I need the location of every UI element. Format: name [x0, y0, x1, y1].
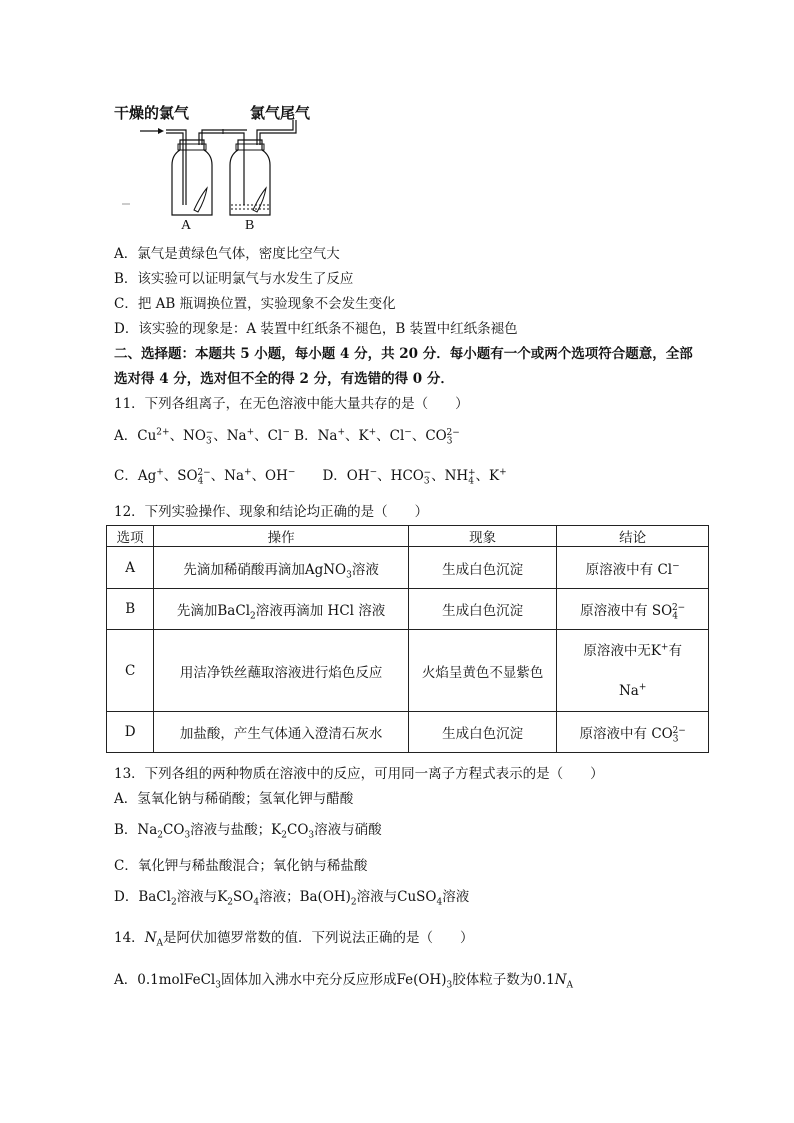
q13-option-d: D．BaCl$_2$溶液与$K_2SO_4$溶液；$Ba(OH)_2$溶液与CuSO$_4$溶液: [114, 889, 470, 908]
header-phenomenon: 现象: [408, 526, 556, 547]
chlorine-tail-gas-label: 氯气尾气: [250, 104, 311, 122]
row-conclusion: 原溶液中无K+有 Na+: [557, 630, 709, 712]
row-conclusion: 原溶液中有 Cl−: [557, 547, 709, 589]
q13-option-b: B．$Na_2CO_3$溶液与盐酸；$K_2CO_3$溶液与硝酸: [114, 822, 382, 841]
row-option: A: [107, 547, 154, 589]
q14-option-a: A．0.1molFeCl$_3$固体加入沸水中充分反应形成$Fe(OH)_3$胶体粒子数为$0.1N_A$: [114, 972, 573, 991]
q12-stem: 12．下列实验操作、现象和结论均正确的是（ ）: [114, 504, 429, 520]
table-header-row: [107, 526, 709, 547]
row-operation: 加盐酸，产生气体通入澄清石灰水: [154, 712, 409, 753]
section2-instruction-line1: 二、选择题：本题共 5 小题，每小题 4 分，共 20 分．每小题有一个或两个选项符合题意，全部: [114, 346, 693, 362]
row-phenomenon: 生成白色沉淀: [408, 712, 556, 753]
q14-stem: 14．$N_A$是阿伏加德罗常数的值．下列说法正确的是（ ）: [114, 930, 474, 949]
table-row: [107, 547, 709, 589]
row-phenomenon: 火焰呈黄色不显紫色: [408, 630, 556, 712]
header-operation: 操作: [154, 526, 409, 547]
apparatus-figure: [108, 100, 348, 235]
q12-experiment-table: [106, 525, 709, 753]
row-conclusion: 原溶液中有 $CO_3^{2-}$: [557, 712, 709, 753]
q13-option-c: C．氧化钾与稀盐酸混合；氧化钠与稀盐酸: [114, 858, 368, 874]
q13-stem: 13．下列各组的两种物质在溶液中的反应，可用同一离子方程式表示的是（ ）: [114, 766, 604, 782]
row-operation: 先滴加稀硝酸再滴加AgNO$_3$溶液: [154, 547, 409, 589]
header-option: 选项: [107, 526, 154, 547]
q10-option-a: A．氯气是黄绿色气体，密度比空气大: [114, 246, 340, 262]
dry-chlorine-label: 干燥的氯气: [114, 104, 190, 122]
q11-stem: 11．下列各组离子，在无色溶液中能大量共存的是（ ）: [114, 396, 469, 412]
row-option: D: [107, 712, 154, 753]
table-row: [107, 630, 709, 712]
section2-instruction-line2: 选对得 4 分，选对但不全的得 2 分，有选错的得 0 分．: [114, 371, 454, 387]
row-phenomenon: 生成白色沉淀: [408, 589, 556, 630]
q11-options-cd: C．Ag+、$SO_4^{2-}$、Na+、OH− D．OH−、$HCO_3^-$、$NH_4^+$、K+: [114, 467, 507, 487]
row-option: B: [107, 589, 154, 630]
row-conclusion: 原溶液中有 $SO_4^{2-}$: [557, 589, 709, 630]
q11-options-ab: A．$Cu^{2+}$、$NO_3^-$、Na+、Cl− B．Na+、K+、Cl−、$CO_3^{2-}$: [114, 427, 460, 447]
row-option: C: [107, 630, 154, 712]
table-row: [107, 712, 709, 753]
row-operation: 先滴加BaCl$_2$溶液再滴加 HCl 溶液: [154, 589, 409, 630]
q10-option-c: C．把 AB 瓶调换位置，实验现象不会发生变化: [114, 296, 396, 312]
row-phenomenon: 生成白色沉淀: [408, 547, 556, 589]
q13-option-a: A．氢氧化钠与稀硝酸；氢氧化钾与醋酸: [114, 791, 354, 807]
bottle-b-label: B: [245, 218, 255, 233]
table-row: [107, 589, 709, 630]
q10-option-d: D．该实验的现象是：A 装置中红纸条不褪色，B 装置中红纸条褪色: [114, 321, 518, 337]
bottle-a-label: A: [181, 218, 192, 233]
row-operation: 用洁净铁丝蘸取溶液进行焰色反应: [154, 630, 409, 712]
header-conclusion: 结论: [557, 526, 709, 547]
q10-option-b: B．该实验可以证明氯气与水发生了反应: [114, 271, 354, 287]
